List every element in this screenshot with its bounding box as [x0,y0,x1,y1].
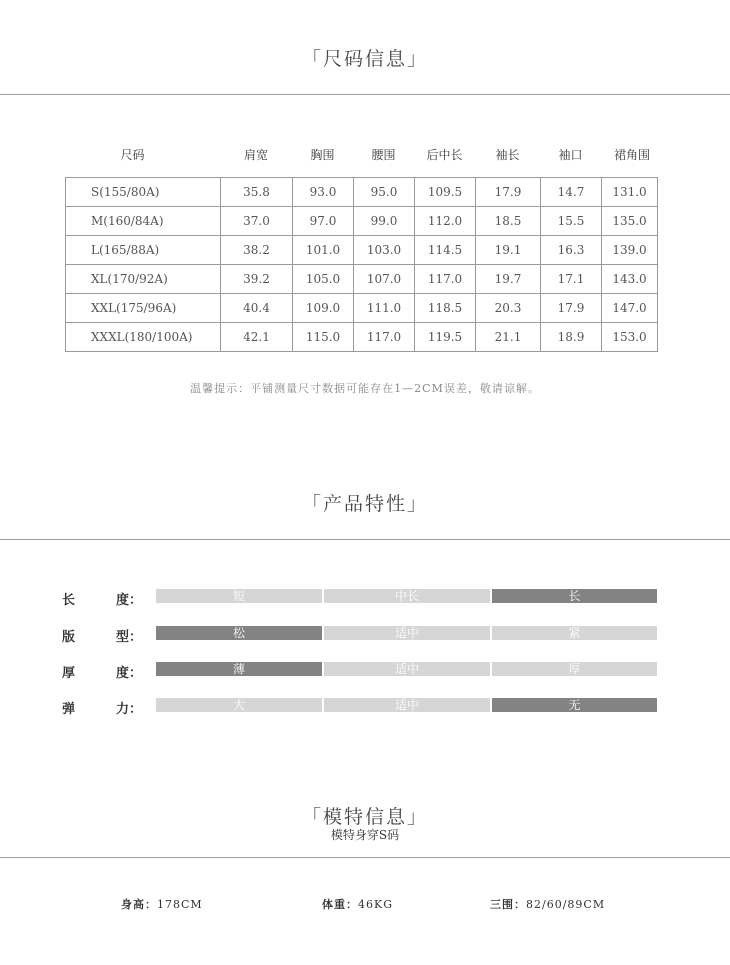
feature-label-suffix: 度： [115,593,142,608]
feature-label-fit [62,626,142,645]
feature-label-char: 版 [62,630,76,645]
sleeve-cell: 20.3 [476,294,541,323]
back-length-cell: 112.0 [415,207,476,236]
fit-option-tight: 紧 [492,626,657,640]
hem-cell: 139.0 [602,236,658,265]
chest-cell: 97.0 [293,207,354,236]
feature-label-char: 长 [62,593,76,608]
size-cell: M(160/84A) [66,207,221,236]
size-cell: XXXL(180/100A) [66,323,221,352]
length-option-short: 短 [156,589,322,603]
model-size-note: 模特身穿S码 [330,828,400,842]
model-measurements [490,896,605,912]
length-option-medium: 中长 [324,589,490,603]
chest-cell: 115.0 [293,323,354,352]
table-row [66,178,658,207]
cuff-cell: 17.1 [541,265,602,294]
cuff-cell: 18.9 [541,323,602,352]
waist-cell: 111.0 [354,294,415,323]
waist-cell: 117.0 [354,323,415,352]
size-cell: XXL(175/96A) [66,294,221,323]
chest-cell: 105.0 [293,265,354,294]
thickness-option-thick: 厚 [492,662,657,676]
shoulder-cell: 35.8 [221,178,293,207]
table-row [66,294,658,323]
size-header-chest: 胸围 [310,148,335,162]
thickness-option-medium: 适中 [324,662,490,676]
feature-label-suffix: 力： [115,702,142,717]
size-header-waist: 腰围 [371,148,396,162]
chest-cell: 93.0 [293,178,354,207]
model-weight-value: 46KG [358,898,394,911]
table-row [66,265,658,294]
back-length-cell: 118.5 [415,294,476,323]
chest-cell: 101.0 [293,236,354,265]
feature-label-suffix: 型： [115,630,142,645]
model-section-title: 「模特信息」 [301,806,428,828]
back-length-cell: 119.5 [415,323,476,352]
model-height [121,896,203,912]
hem-cell: 131.0 [602,178,658,207]
thickness-option-thin: 薄 [156,662,322,676]
feature-label-thickness [62,662,142,681]
size-cell: XL(170/92A) [66,265,221,294]
model-section-divider [0,857,730,858]
hem-cell: 143.0 [602,265,658,294]
feature-label-elasticity [62,698,142,717]
size-header-sleeve: 袖长 [495,148,520,162]
feature-section-divider [0,539,730,540]
shoulder-cell: 42.1 [221,323,293,352]
sleeve-cell: 17.9 [476,178,541,207]
size-header-shoulder: 肩宽 [243,148,268,162]
cuff-cell: 16.3 [541,236,602,265]
size-section-divider [0,94,730,95]
feature-label-suffix: 度： [115,666,142,681]
size-section-title: 「尺码信息」 [301,48,428,70]
shoulder-cell: 37.0 [221,207,293,236]
shoulder-cell: 38.2 [221,236,293,265]
cuff-cell: 17.9 [541,294,602,323]
cuff-cell: 14.7 [541,178,602,207]
elasticity-option-medium: 适中 [324,698,490,712]
model-height-label: 身高： [121,898,157,911]
table-row [66,207,658,236]
sleeve-cell: 21.1 [476,323,541,352]
waist-cell: 103.0 [354,236,415,265]
length-option-long: 长 [492,589,657,603]
hem-cell: 135.0 [602,207,658,236]
size-cell: S(155/80A) [66,178,221,207]
size-header-cuff: 袖口 [558,148,583,162]
elasticity-option-high: 大 [156,698,322,712]
hem-cell: 153.0 [602,323,658,352]
model-height-value: 178CM [157,898,203,911]
model-weight-label: 体重： [322,898,358,911]
back-length-cell: 114.5 [415,236,476,265]
feature-label-char: 弹 [62,702,76,717]
feature-section-title: 「产品特性」 [301,493,428,515]
size-header-size: 尺码 [120,148,145,162]
elasticity-option-none: 无 [492,698,657,712]
fit-option-loose: 松 [156,626,322,640]
hem-cell: 147.0 [602,294,658,323]
waist-cell: 107.0 [354,265,415,294]
waist-cell: 95.0 [354,178,415,207]
table-row [66,236,658,265]
model-weight [322,896,393,912]
size-header-back-length: 后中长 [426,148,463,162]
shoulder-cell: 39.2 [221,265,293,294]
table-row [66,323,658,352]
sleeve-cell: 18.5 [476,207,541,236]
size-cell: L(165/88A) [66,236,221,265]
chest-cell: 109.0 [293,294,354,323]
model-measurements-label: 三围： [490,898,526,911]
size-header-hem: 裙角围 [613,148,650,162]
back-length-cell: 109.5 [415,178,476,207]
shoulder-cell: 40.4 [221,294,293,323]
feature-label-char: 厚 [62,666,76,681]
back-length-cell: 117.0 [415,265,476,294]
fit-option-regular: 适中 [324,626,490,640]
waist-cell: 99.0 [354,207,415,236]
cuff-cell: 15.5 [541,207,602,236]
size-table [65,177,658,352]
model-measurements-value: 82/60/89CM [526,898,606,911]
sleeve-cell: 19.1 [476,236,541,265]
feature-label-length [62,589,142,608]
measurement-note: 温馨提示：平铺测量尺寸数据可能存在1—2CM误差，敬请谅解。 [190,382,540,395]
sleeve-cell: 19.7 [476,265,541,294]
